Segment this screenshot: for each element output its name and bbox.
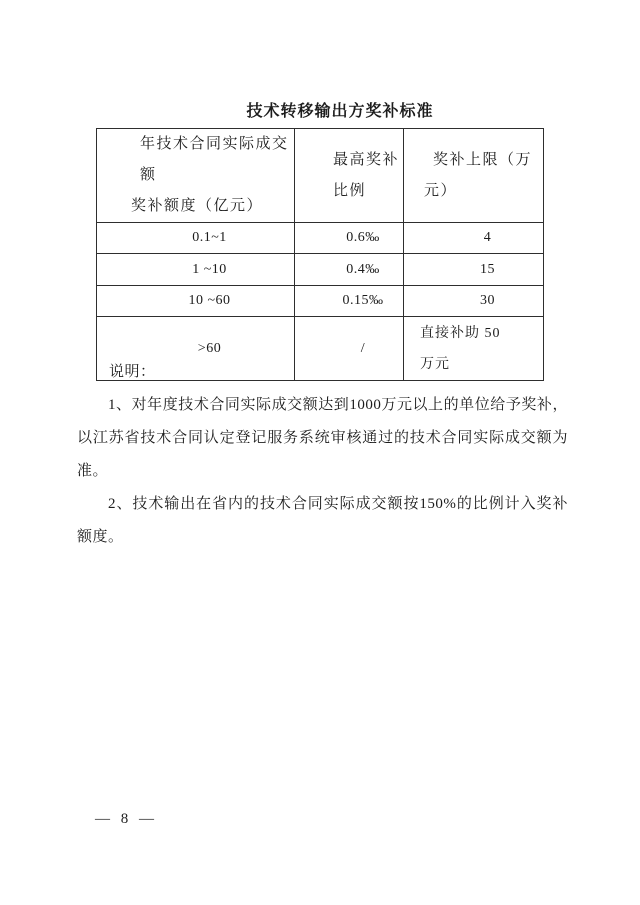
- ratio-cell: 0.15‰: [295, 286, 404, 317]
- table-header-amount-range: [97, 129, 295, 223]
- header-cap-line2: 元）: [424, 182, 458, 199]
- note-paragraph-1: 1、对年度技术合同实际成交额达到1000万元以上的单位给予奖补，以江苏省技术合同认定登记服务系统审核通过的技术合同实际成交额为准。: [77, 397, 568, 479]
- cap-cell: 30: [404, 286, 544, 317]
- amount-range-cell: 1 ~10: [97, 254, 295, 286]
- amount-range-cell: 0.1~1: [97, 223, 295, 254]
- header-cap-line1: 奖补上限（万: [433, 151, 533, 168]
- amount-range-cell: >60: [97, 317, 295, 381]
- table-header-row: [97, 129, 544, 223]
- ratio-cell: 0.6‰: [295, 223, 404, 254]
- table-header-max-ratio: [295, 129, 404, 223]
- notes-label: 说明：: [109, 364, 156, 380]
- cap-cell-line1: 直接补助 50: [420, 325, 501, 341]
- table-row: [97, 286, 544, 317]
- amount-range-cell: 10 ~60: [97, 286, 295, 317]
- page-number: — 8 —: [95, 811, 156, 827]
- table-header-cap: [404, 129, 544, 223]
- ratio-cell: 0.4‰: [295, 254, 404, 286]
- header-ratio-line1: 最高奖补: [333, 151, 400, 168]
- notes-section: [77, 356, 568, 554]
- cap-cell: 4: [404, 223, 544, 254]
- table-row: [97, 223, 544, 254]
- note-paragraph-2: 2、技术输出在省内的技术合同实际成交额按150%的比例计入奖补额度。: [77, 496, 568, 545]
- table-row: [97, 254, 544, 286]
- reward-standard-table: [96, 128, 544, 381]
- ratio-cell: /: [295, 317, 404, 381]
- header-amount-line2: 奖补额度（亿元）: [131, 198, 264, 214]
- document-title: 技术转移输出方奖补标准: [246, 103, 434, 120]
- cap-cell-line2: 万元: [420, 356, 450, 372]
- cap-cell: 15: [404, 254, 544, 286]
- header-ratio-line2: 比例: [333, 182, 367, 199]
- header-amount-line1: 年技术合同实际成交额: [140, 136, 289, 183]
